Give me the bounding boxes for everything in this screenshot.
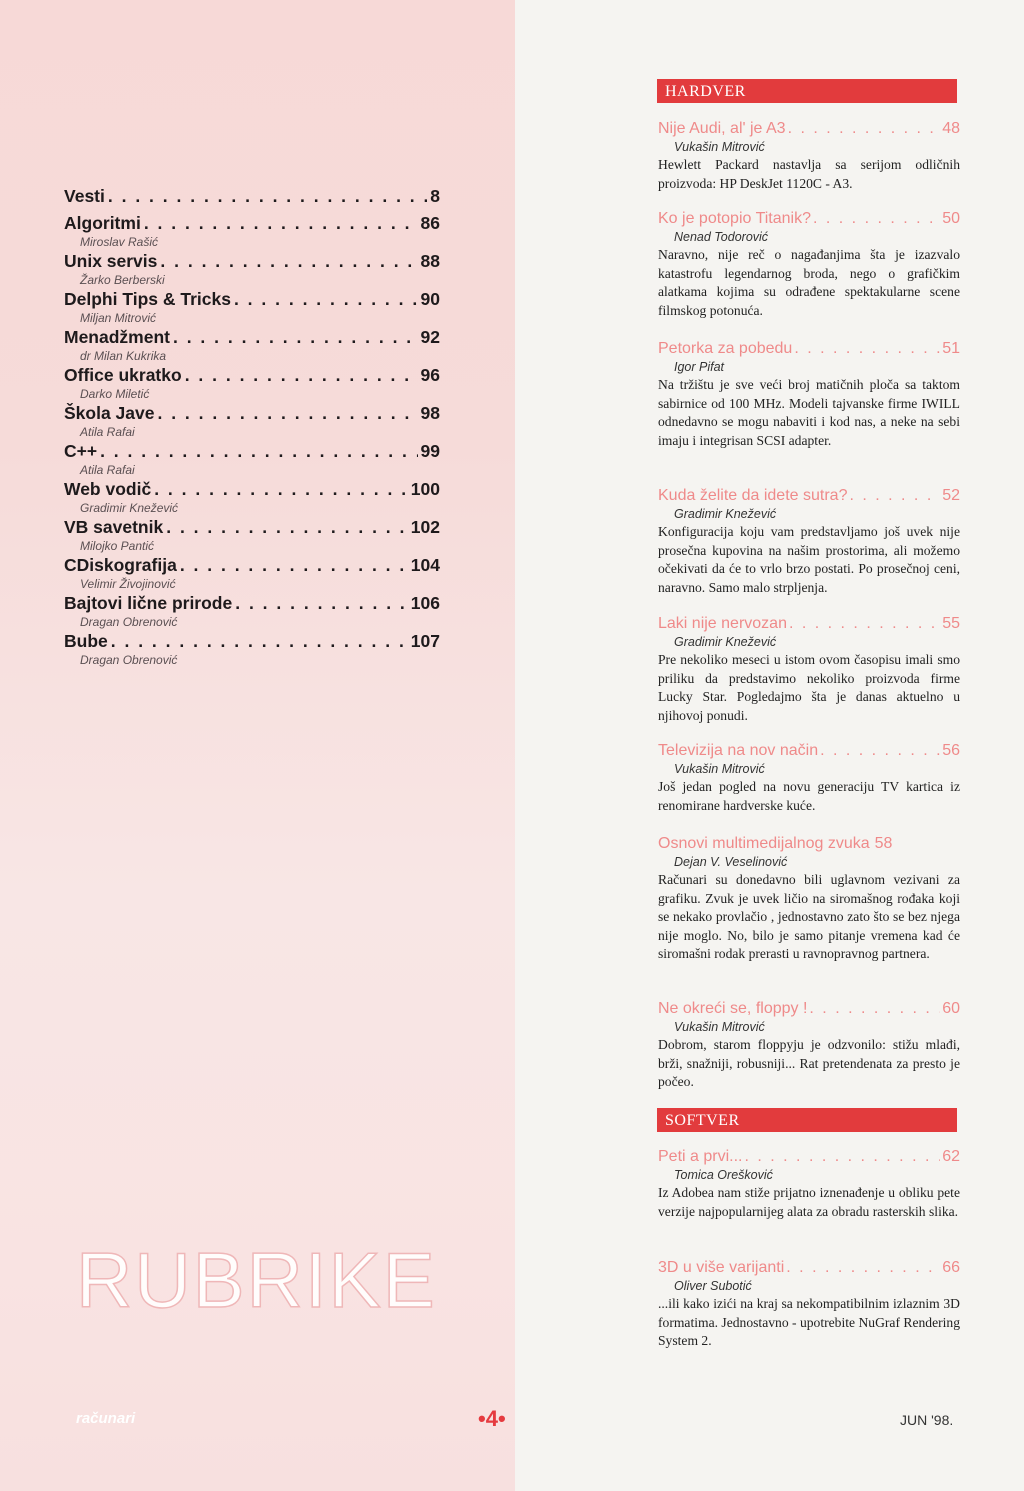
article-page: 55: [942, 615, 960, 632]
toc-line: [64, 631, 440, 652]
toc-page: 107: [410, 631, 440, 651]
article-title-line[interactable]: [658, 614, 960, 634]
toc-title: Bube: [64, 631, 108, 651]
article-author: Igor Pifat: [674, 360, 725, 374]
article-leader: [789, 614, 940, 634]
article-author: Dejan V. Veselinović: [674, 855, 788, 869]
toc-author: Atila Rafai: [80, 463, 135, 477]
toc-leader: [100, 441, 417, 462]
toc-line: [64, 593, 440, 614]
article-page: 50: [942, 210, 960, 227]
article-summary: ...ili kako izići na kraj sa nekompatibilnim izlaznim 3D formatima. Jednostavno - upotrebite NuGraf Rendering System 2.: [658, 1296, 960, 1349]
toc-entry: [64, 441, 440, 479]
article-page: 60: [942, 1000, 960, 1017]
toc-leader: [180, 555, 408, 576]
article-summary: Pre nekoliko meseci u istom ovom časopisu imali smo priliku da predstavimo nekoliko proizvoda firme Lucky Star. Pogledajmo šta je danas aktuelno u njihovoj ponudi.: [658, 652, 960, 723]
toc-title: VB savetnik: [64, 517, 164, 537]
toc-page: 99: [420, 441, 440, 461]
toc-entry: [64, 631, 440, 669]
toc-line: [64, 403, 440, 424]
article-page: 62: [942, 1148, 960, 1165]
toc-page: 96: [420, 365, 440, 385]
toc-page: 90: [420, 289, 440, 309]
toc-leader: [235, 593, 408, 614]
article-title-line[interactable]: [658, 339, 960, 359]
toc-entry: [64, 213, 440, 251]
toc-leader: [157, 403, 417, 424]
toc-leader: [185, 365, 418, 386]
article-leader: [809, 999, 940, 1019]
article-title: Ne okreći se, floppy !: [658, 1000, 808, 1017]
article-summary: Računari su donedavno bili uglavnom vezivani za grafiku. Zvuk je uvek ličio na siromašnog rođaka koji se nekako provlačio , jednostavno zato što se bez njega nije moglo. No, bilo je samo pitanje vremena kad će siromašni rodak prerasti u ravnopravnog partnera.: [658, 872, 960, 962]
article: [658, 999, 960, 1092]
article-leader: [794, 339, 940, 359]
article-author: Gradimir Knežević: [674, 507, 777, 521]
article-leader: [820, 741, 940, 761]
toc-entry: [64, 289, 440, 327]
toc-line: [64, 251, 440, 272]
article: [658, 741, 960, 815]
toc-entry: [64, 327, 440, 365]
article-summary: Naravno, nije reč o nagađanjima šta je izazvalo katastrofu legendarnog broda, nego o grafičkim alatkama kojima su odrađene spektakularne scene filmskog potonuća.: [658, 247, 960, 318]
article-title-line[interactable]: [658, 834, 960, 854]
article-title: Petorka za pobedu: [658, 340, 793, 357]
article-author: Gradimir Knežević: [674, 635, 777, 649]
article: [658, 209, 960, 320]
article-author: Vukašin Mitrović: [674, 1020, 765, 1034]
article-page: 48: [942, 120, 960, 137]
toc-entry: [64, 365, 440, 403]
article-title: Nije Audi, al' je A3: [658, 120, 786, 137]
article-author: Vukašin Mitrović: [674, 140, 765, 154]
article-page: 58: [874, 835, 893, 852]
article-title-line[interactable]: [658, 741, 960, 761]
toc-page: 98: [420, 403, 440, 423]
article-title: 3D u više varijanti: [658, 1259, 785, 1276]
toc-entry: [64, 593, 440, 631]
toc-author: dr Milan Kukrika: [80, 349, 167, 363]
toc-leader: [234, 289, 418, 310]
toc-title: Web vodič: [64, 479, 152, 499]
article: [658, 834, 960, 964]
toc-line: [64, 213, 440, 234]
toc-title: Menadžment: [64, 327, 170, 347]
article-title-line[interactable]: [658, 209, 960, 229]
toc-line: [64, 479, 440, 500]
article-page: 52: [942, 487, 960, 504]
article: [658, 486, 960, 597]
toc-entry: [64, 517, 440, 555]
article-title: Kuda želite da idete sutra?: [658, 487, 848, 504]
magazine-logo: računari: [76, 1410, 136, 1427]
article-page: 56: [942, 742, 960, 759]
toc-title: C++: [64, 441, 98, 461]
toc-leader: [144, 213, 418, 234]
toc-entry: [64, 479, 440, 517]
article-summary: Dobrom, starom floppyju je odzvonilo: stižu mlađi, brži, snažniji, robusniji... Rat pretendenata za presto je počeo.: [658, 1037, 960, 1090]
toc-line: [64, 517, 440, 538]
toc-line: [64, 365, 440, 386]
toc-line: [64, 289, 440, 310]
toc-page: 104: [410, 555, 440, 575]
toc-title: Algoritmi: [64, 213, 141, 233]
toc-line: [64, 441, 440, 462]
toc-author: Miroslav Rašić: [80, 235, 159, 249]
toc-author: Miljan Mitrović: [80, 311, 157, 325]
toc-entry: [64, 251, 440, 289]
article-title-line[interactable]: [658, 999, 960, 1019]
toc-author: Velimir Živojinović: [80, 577, 176, 591]
toc-line: [64, 555, 440, 576]
article-leader: [849, 486, 940, 506]
article-author: Oliver Subotić: [674, 1279, 752, 1293]
rubrike-heading: RUBRIKE: [76, 1236, 437, 1324]
toc-leader: [108, 186, 427, 207]
toc-author: Dragan Obrenović: [80, 653, 178, 667]
article-leader: [786, 1258, 940, 1278]
toc-author: Gradimir Knežević: [80, 501, 179, 515]
article-title: Televizija na nov način: [658, 742, 819, 759]
toc-leader: [111, 631, 408, 652]
rubrike-toc: [64, 186, 440, 669]
toc-leader: [154, 479, 408, 500]
toc-title: CDiskografija: [64, 555, 177, 575]
article-author: Nenad Todorović: [674, 230, 769, 244]
article-page: 66: [942, 1259, 960, 1276]
toc-author: Žarko Berberski: [80, 273, 165, 287]
article-summary: Još jedan pogled na novu generaciju TV kartica iz renomirane hardverske kuće.: [658, 779, 960, 813]
toc-title: Office ukratko: [64, 365, 182, 385]
article-summary: Hewlett Packard nastavlja sa serijom odličnih proizvoda: HP DeskJet 1120C - A3.: [658, 157, 960, 191]
article-title: Laki nije nervozan: [658, 615, 787, 632]
toc-line: [64, 327, 440, 348]
article-page: 51: [942, 340, 960, 357]
article: [658, 1147, 960, 1221]
toc-author: Milojko Pantić: [80, 539, 155, 553]
article-summary: Iz Adobea nam stiže prijatno iznenađenje u obliku pete verzije najpopularnijeg alata za obradu rasterskih slika.: [658, 1185, 960, 1219]
article-title-line[interactable]: [658, 119, 960, 139]
toc-page: 88: [420, 251, 440, 271]
article-author: Tomica Orešković: [674, 1168, 773, 1182]
toc-entry: [64, 555, 440, 593]
toc-leader: [166, 517, 408, 538]
toc-line: [64, 186, 440, 207]
toc-author: Darko Miletić: [80, 387, 150, 401]
toc-page: 92: [420, 327, 440, 347]
article-title: Osnovi multimedijalnog zvuka: [658, 835, 870, 852]
article-leader: [813, 209, 940, 229]
article-title-line[interactable]: [658, 486, 960, 506]
issue-date: JUN '98.: [900, 1412, 954, 1428]
article-summary: Na tržištu je sve veći broj matičnih ploča sa taktom sabirnice od 100 MHz. Modeli tajvanske firme IWILL odnedavno se mogu nabaviti i kod nas, a neke na sebi imaju i integrisan SCSI adapter.: [658, 377, 960, 448]
page-number: •4•: [478, 1406, 506, 1431]
toc-entry: [64, 403, 440, 441]
toc-leader: [173, 327, 418, 348]
article: [658, 339, 960, 450]
toc-leader: [160, 251, 417, 272]
toc-page: 100: [410, 479, 440, 499]
article: [658, 1258, 960, 1351]
article-title-line[interactable]: [658, 1147, 960, 1167]
article: [658, 119, 960, 193]
toc-page: 102: [410, 517, 440, 537]
section-bar-softver: SOFTVER: [657, 1108, 957, 1132]
article-title: Peti a prvi...: [658, 1148, 743, 1165]
article-title-line[interactable]: [658, 1258, 960, 1278]
toc-title: Delphi Tips & Tricks: [64, 289, 231, 309]
article-title: Ko je potopio Titanik?: [658, 210, 811, 227]
toc-title: Vesti: [64, 186, 105, 206]
toc-title: Unix servis: [64, 251, 158, 271]
toc-author: Dragan Obrenović: [80, 615, 178, 629]
article-author: Vukašin Mitrović: [674, 762, 765, 776]
article-leader: [744, 1147, 940, 1167]
article-leader: [788, 119, 941, 139]
toc-author: Atila Rafai: [80, 425, 135, 439]
toc-page: 86: [420, 213, 440, 233]
toc-page: 8: [430, 186, 440, 206]
section-bar-hardver: HARDVER: [657, 79, 957, 103]
toc-page: 106: [410, 593, 440, 613]
toc-entry: [64, 186, 440, 213]
toc-title: Bajtovi lične prirode: [64, 593, 233, 613]
toc-title: Škola Jave: [64, 403, 155, 423]
article-summary: Konfiguracija koju vam predstavljamo još uvek nije prosečna kupovina na našim prostorima, ali možemo očekivati da će to vrlo brzo postati. Po prosečnoj ceni, naravno. Samo malo strpljenja.: [658, 524, 960, 595]
article: [658, 614, 960, 725]
